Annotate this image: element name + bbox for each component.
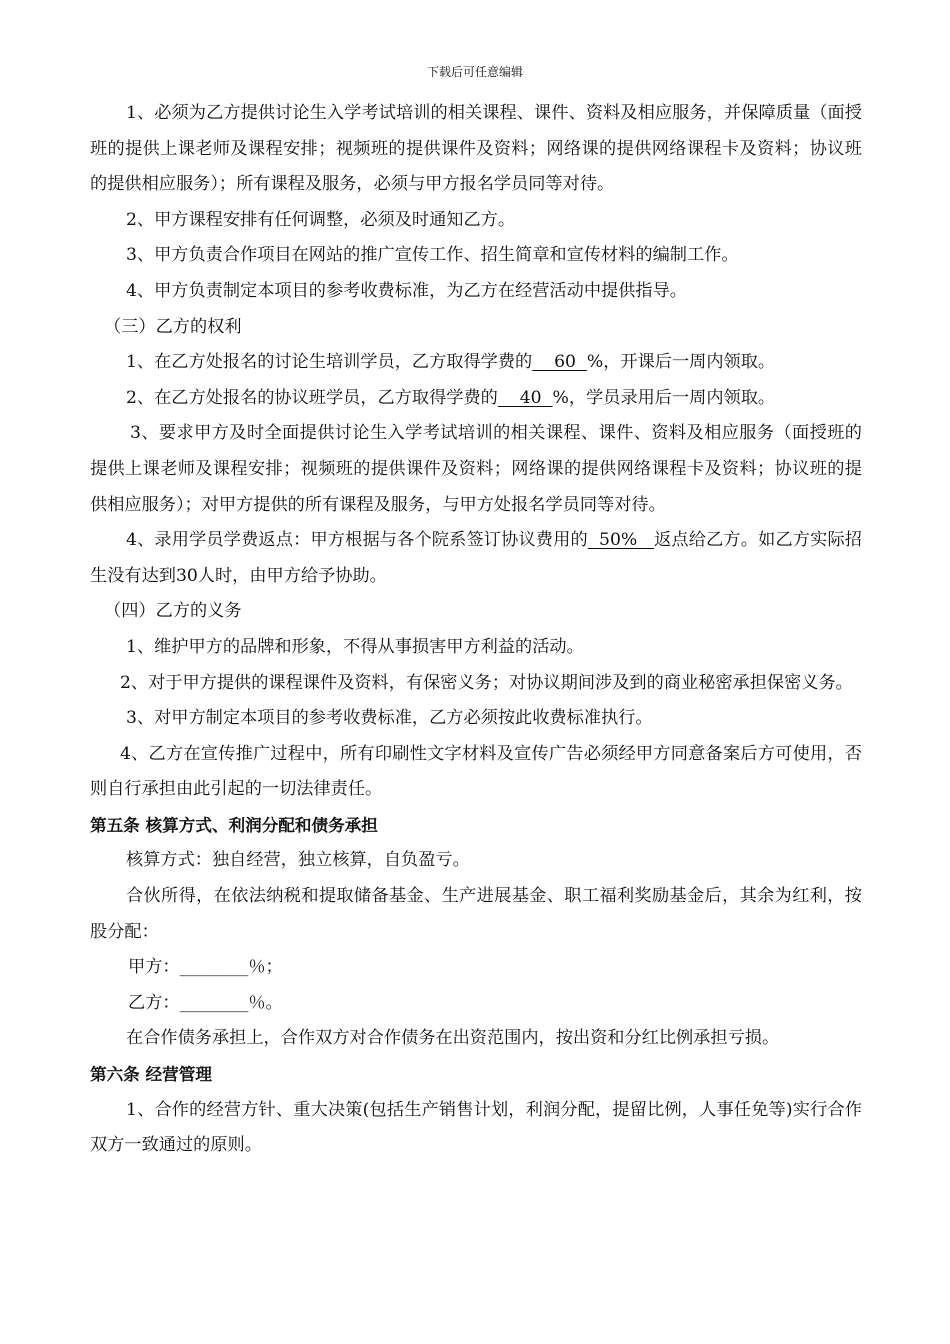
- party-a-duty-3: 3、甲方负责合作项目在网站的推广宣传工作、招生简章和宣传材料的编制工作。: [126, 245, 739, 266]
- party-b-duties-heading: （四）乙方的义务: [104, 601, 242, 622]
- article-5-title: 第五条 核算方式、利润分配和债务承担: [90, 815, 378, 835]
- page-header: 下载后可任意编辑: [426, 65, 523, 79]
- party-b-share: 乙方：________％。: [128, 992, 283, 1013]
- party-b-duty-1: 1、维护甲方的品牌和形象，不得从事损害甲方利益的活动。: [126, 636, 584, 657]
- right-2-percentage: 40: [497, 387, 553, 408]
- party-b-duty-4: 4、乙方在宣传推广过程中，所有印刷性文字材料及宣传广告必须经甲方同意备案后方可使用，否则自行承担由此引起的一切法律责任。: [90, 743, 862, 800]
- right-1-percentage: 60: [532, 352, 587, 373]
- accounting-method: 核算方式：独自经营，独立核算，自负盈亏。: [126, 850, 470, 871]
- party-b-duty-3: 3、对甲方制定本项目的参考收费标准，乙方必须按此收费标准执行。: [126, 708, 653, 729]
- right-1-text-before: 1、在乙方处报名的讨论生培训学员，乙方取得学费的: [126, 352, 533, 373]
- right-2-text-after: %，学员录用后一周内领取。: [552, 387, 776, 408]
- party-b-right-3: 3、要求甲方及时全面提供讨论生入学考试培训的相关课程、课件、资料及相应服务（面授班的提供上课老师及课程安排；视频班的提供课件及资料；网络课的提供网络课程卡及资料；协议班的提供相应服务）；对甲方提供的所有课程及服务，与甲方处报名学员同等对待。: [90, 423, 862, 515]
- document-body: [90, 96, 862, 1164]
- profit-distribution: 合伙所得，在依法纳税和提取储备基金、生产进展基金、职工福利奖励基金后，其余为红利，按股分配：: [90, 886, 862, 942]
- party-b-right-4: [90, 523, 862, 594]
- party-a-duty-4: 4、甲方负责制定本项目的参考收费标准，为乙方在经营活动中提供指导。: [126, 280, 687, 301]
- party-b-right-2: [90, 381, 862, 417]
- right-4-text-before: 4、录用学员学费返点：甲方根据与各个院系签订协议费用的: [126, 530, 588, 551]
- right-4-text-after: 返点给乙方。如乙方实际招生没有达到30人时，由甲方给予协助。: [90, 530, 862, 586]
- party-a-share: 甲方：________％；: [128, 957, 283, 978]
- management-principle-1: 1、合作的经营方针、重大决策(包括生产销售计划，利润分配，提留比例，人事任免等)实行合作双方一致通过的原则。: [90, 1099, 862, 1156]
- debt-liability: 在合作债务承担上，合作双方对合作债务在出资范围内，按出资和分红比例承担亏损。: [126, 1028, 780, 1049]
- party-a-duty-2: 2、甲方课程安排有任何调整，必须及时通知乙方。: [126, 209, 516, 230]
- party-b-rights-heading: （三）乙方的权利: [104, 316, 242, 337]
- right-1-text-after: %，开课后一周内领取。: [586, 352, 776, 373]
- right-4-percentage: 50%: [587, 530, 655, 551]
- party-b-duty-2: 2、对于甲方提供的课程课件及资料，有保密义务；对协议期间涉及到的商业秘密承担保密义务。: [120, 672, 853, 693]
- party-b-right-1: [90, 345, 862, 381]
- right-2-text-before: 2、在乙方处报名的协议班学员，乙方取得学费的: [126, 387, 498, 408]
- party-a-duty-1: 1、必须为乙方提供讨论生入学考试培训的相关课程、课件、资料及相应服务，并保障质量（面授班的提供上课老师及课程安排；视频班的提供课件及资料；网络课的提供网络课程卡及资料；协议班的提供相应服务）；所有课程及服务，必须与甲方报名学员同等对待。: [90, 103, 862, 195]
- article-6-title: 第六条 经营管理: [90, 1065, 212, 1085]
